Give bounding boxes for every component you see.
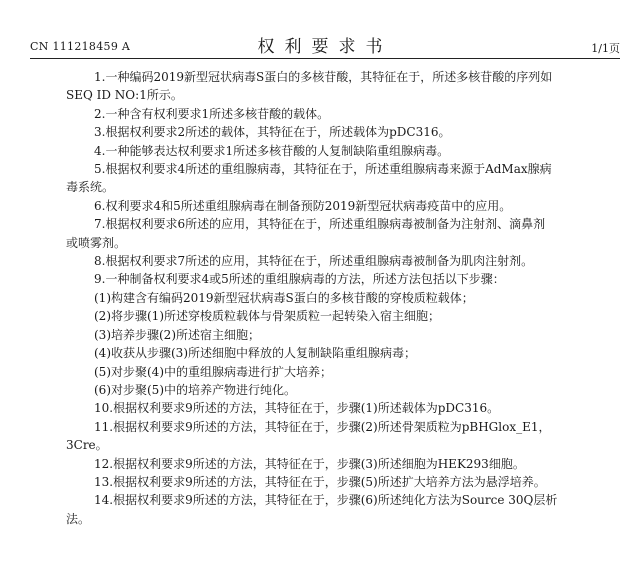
claim-line: 6.权利要求4和5所述重组腺病毒在制备预防2019新型冠状病毒疫苗中的应用。 [94, 198, 512, 213]
method-step: (1)构建含有编码2019新型冠状病毒S蛋白的多核苷酸的穿梭质粒载体； [94, 290, 474, 305]
method-step: (6)对步聚(5)中的培养产物进行纯化。 [94, 382, 296, 397]
header-divider [30, 58, 620, 59]
claim-line: SEQ ID NO:1所示。 [66, 88, 183, 103]
page-header [30, 28, 620, 57]
claim-line: 1.一种编码2019新型冠状病毒S蛋白的多核苷酸，其特征在于，所述多核苷酸的序列如 [94, 70, 553, 84]
method-step: (2)将步骤(1)所述穿梭质粒载体与骨架质粒一起转染入宿主细胞； [94, 309, 440, 324]
claim-line: 3.根据权利要求2所述的载体，其特征在于，所述载体为pDC316。 [94, 125, 451, 140]
claim-line: 9.一种制备权利要求4或5所述的重组腺病毒的方法，所述方法包括以下步骤： [94, 272, 505, 287]
claim-line: 10.根据权利要求9所述的方法，其特征在于，步骤(1)所述载体为pDC316。 [94, 401, 500, 416]
method-step: (3)培养步骤(2)所述宿主细胞； [94, 327, 260, 342]
method-step: (4)收获从步骤(3)所述细胞中释放的人复制缺陷重组腺病毒； [94, 346, 416, 361]
claim-line: 8.根据权利要求7所述的应用，其特征在于，所述重组腺病毒被制备为肌肉注射剂。 [94, 254, 534, 269]
doc-number: CN 111218459 A [30, 40, 131, 53]
page-title: 权利要求书 [257, 37, 393, 57]
claim-line: 12.根据权利要求9所述的方法，其特征在于，步骤(3)所述细胞为HEK293细胞。 [94, 456, 525, 471]
claim-line: 2.一种含有权利要求1所述多核苷酸的载体。 [94, 106, 330, 121]
page-number: 1/1页 [591, 42, 620, 55]
claim-line: 3Cre。 [66, 438, 108, 453]
claim-line: 或喷雾剂。 [66, 235, 127, 250]
claim-line: 13.根据权利要求9所述的方法，其特征在于，步骤(5)所述扩大培养方法为悬浮培养。 [94, 474, 546, 489]
claim-line: 毒系统。 [66, 180, 115, 195]
claim-line: 4.一种能够表达权利要求1所述多核苷酸的人复制缺陷重组腺病毒。 [94, 143, 450, 158]
claim-line: 法。 [66, 511, 91, 526]
claim-line: 14.根据权利要求9所述的方法，其特征在于，步骤(6)所述纯化方法为Source 30Q层析 [94, 493, 558, 508]
claim-line: 7.根据权利要求6所述的应用，其特征在于，所述重组腺病毒被制备为注射剂、滴鼻剂 [94, 217, 546, 232]
claim-line: 5.根据权利要求4所述的重组腺病毒，其特征在于，所述重组腺病毒来源于AdMax腺病 [94, 162, 552, 177]
method-step: (5)对步聚(4)中的重组腺病毒进行扩大培养； [94, 364, 332, 379]
claims-body [66, 68, 624, 528]
claim-line: 11.根据权利要求9所述的方法，其特征在于，步骤(2)所述骨架质粒为pBHGlox_E1， [94, 419, 551, 434]
